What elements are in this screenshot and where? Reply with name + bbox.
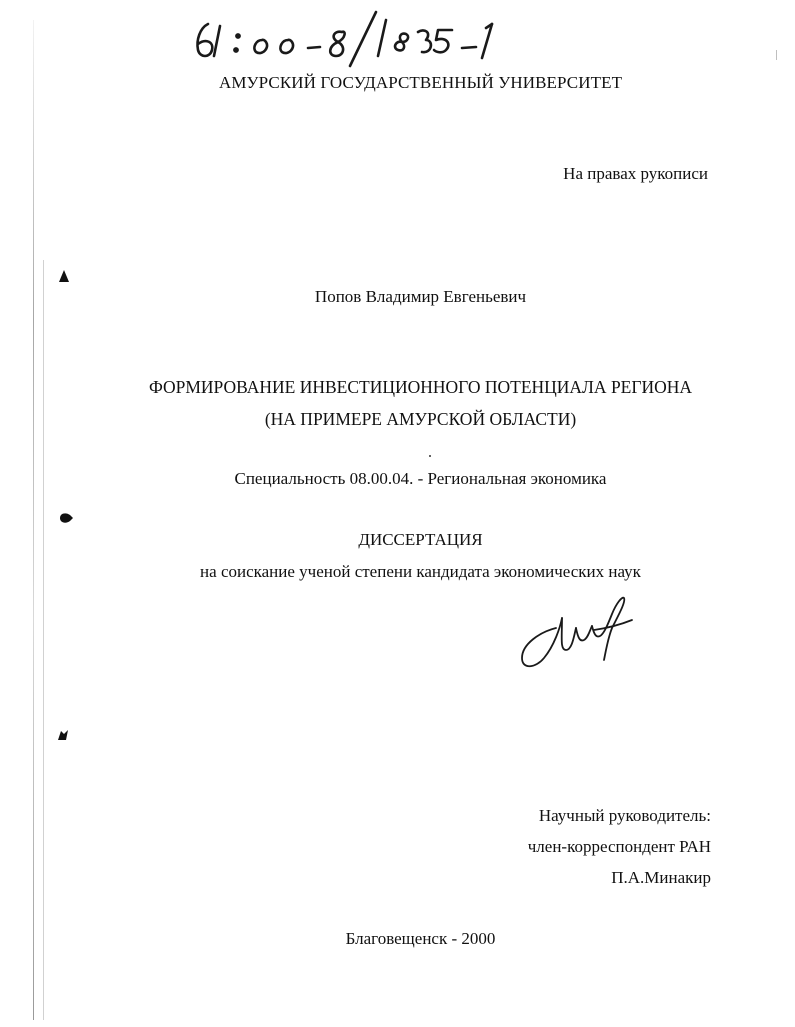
supervisor-title: член-корреспондент РАН bbox=[527, 837, 711, 856]
rights-note: На правах рукописи bbox=[563, 164, 708, 183]
university-name: АМУРСКИЙ ГОСУДАРСТВЕННЫЙ УНИВЕРСИТЕТ bbox=[218, 73, 623, 92]
dissertation-type: ДИССЕРТАЦИЯ bbox=[358, 530, 483, 549]
dissertation-title-line-1: ФОРМИРОВАНИЕ ИНВЕСТИЦИОННОГО ПОТЕНЦИАЛА РЕГИОНА bbox=[148, 377, 693, 397]
supervisor-label: Научный руководитель: bbox=[538, 806, 711, 825]
scan-tick-mark bbox=[776, 50, 777, 60]
handwritten-signature-drawing bbox=[510, 588, 640, 678]
binding-hole-mark bbox=[58, 510, 74, 526]
handwritten-archive-number bbox=[190, 10, 550, 68]
scan-edge-line-inner bbox=[43, 260, 44, 1020]
binding-hole-mark bbox=[56, 268, 72, 284]
city-year: Благовещенск - 2000 bbox=[345, 929, 496, 948]
binding-hole-mark bbox=[55, 727, 71, 743]
author-name: Попов Владимир Евгеньевич bbox=[314, 287, 527, 306]
dissertation-title-line-2: (НА ПРИМЕРЕ АМУРСКОЙ ОБЛАСТИ) bbox=[264, 409, 577, 429]
scan-dot bbox=[429, 455, 431, 457]
handwritten-archive-number-drawing bbox=[190, 10, 550, 68]
scan-edge-line bbox=[33, 20, 34, 1020]
dissertation-purpose: на соискание ученой степени кандидата экономических наук bbox=[200, 562, 641, 581]
specialty-line: Специальность 08.00.04. - Региональная экономика bbox=[234, 469, 607, 488]
handwritten-signature bbox=[510, 588, 640, 678]
supervisor-name: П.А.Минакир bbox=[611, 868, 711, 887]
